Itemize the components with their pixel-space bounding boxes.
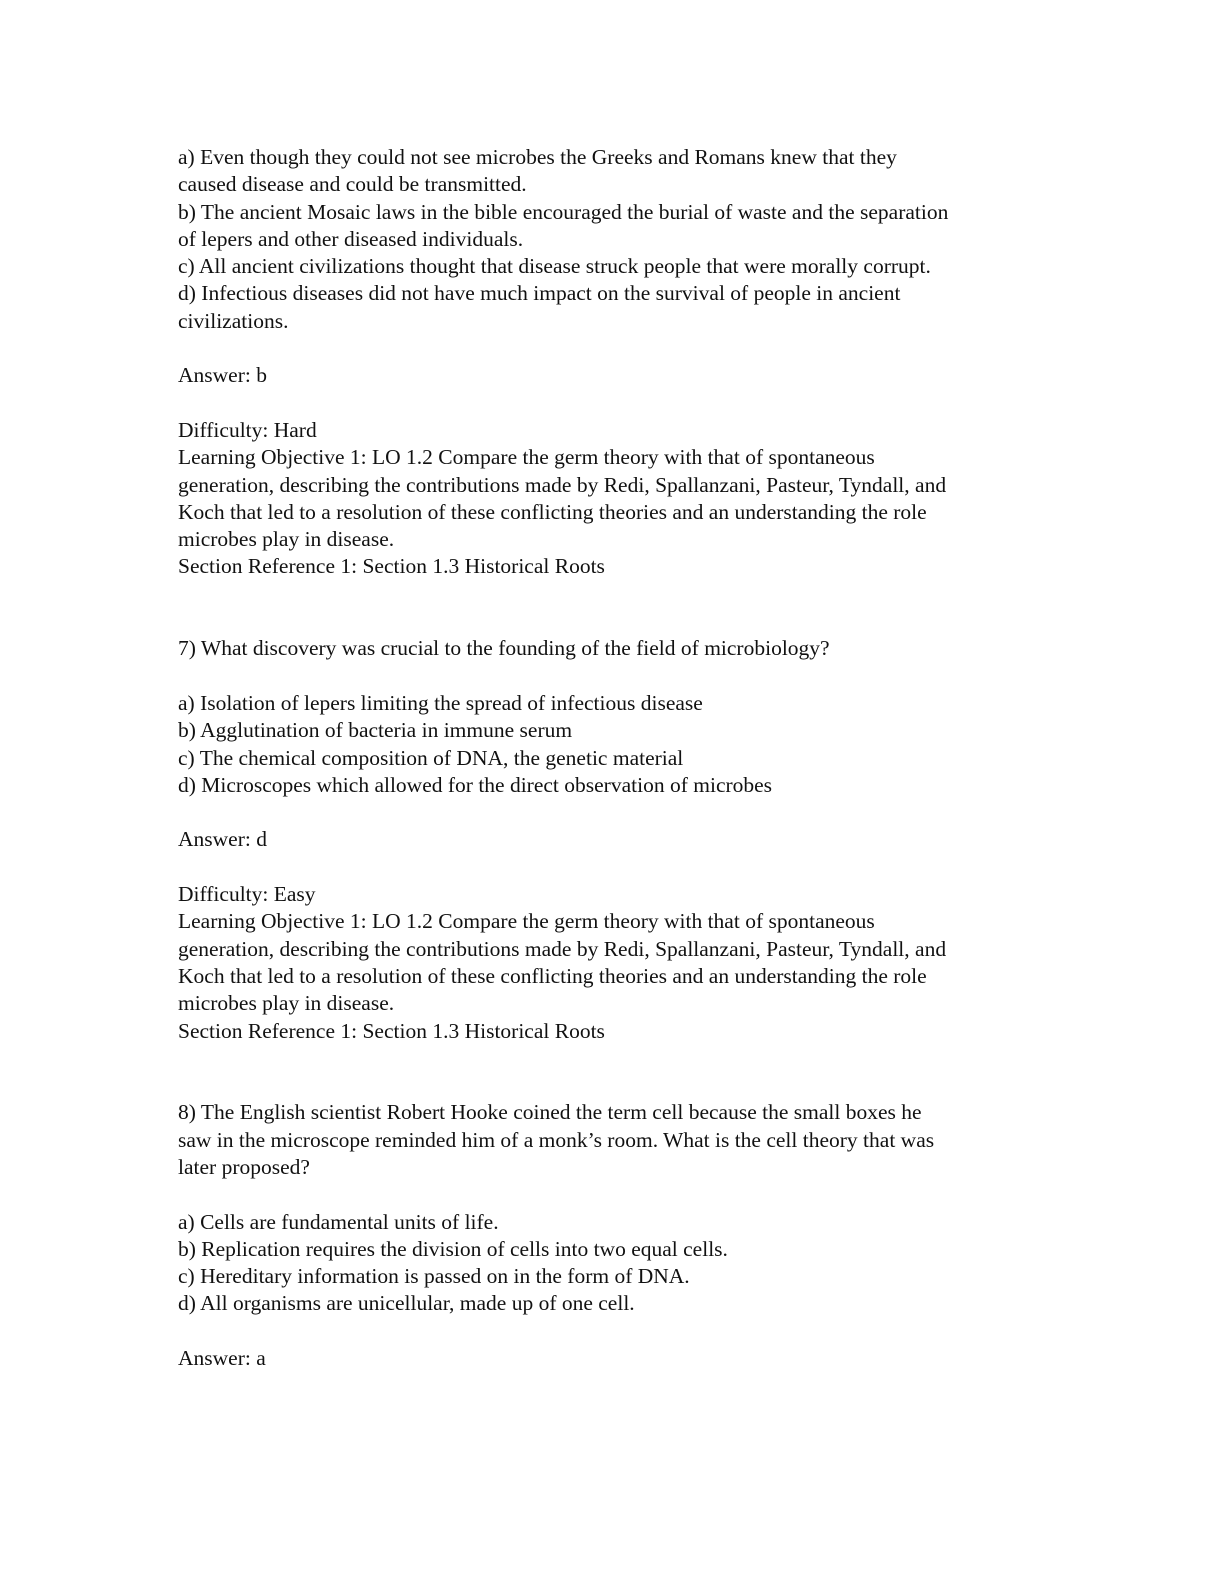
question-8-answer: Answer: a [178, 1346, 266, 1371]
question-7-answer: Answer: d [178, 827, 267, 852]
option-d: d) All organisms are unicellular, made up of one cell. [178, 1291, 635, 1316]
learning-objective-line: Learning Objective 1: LO 1.2 Compare the germ theory with that of spontaneous [178, 445, 875, 470]
question-7-learning-objective [178, 908, 1058, 1017]
question-8-options [178, 1209, 1058, 1318]
question-7-options [178, 690, 1058, 799]
question-line: 8) The English scientist Robert Hooke coined the term cell because the small boxes he [178, 1100, 922, 1125]
learning-objective-line: generation, describing the contributions made by Redi, Spallanzani, Pasteur, Tyndall, and [178, 936, 947, 961]
option-d-line-2: civilizations. [178, 308, 289, 333]
option-c: c) Hereditary information is passed on in the form of DNA. [178, 1264, 690, 1289]
learning-objective-line: generation, describing the contributions made by Redi, Spallanzani, Pasteur, Tyndall, and [178, 472, 947, 497]
option-a: a) Cells are fundamental units of life. [178, 1209, 499, 1234]
option-a: a) Isolation of lepers limiting the spread of infectious disease [178, 690, 703, 715]
question-line: later proposed? [178, 1154, 310, 1179]
option-d-line-1: d) Infectious diseases did not have much impact on the survival of people in ancient [178, 281, 901, 306]
question-7-difficulty: Difficulty: Easy [178, 882, 316, 907]
learning-objective-line: Koch that led to a resolution of these conflicting theories and an understanding the role [178, 963, 927, 988]
question-8-text [178, 1099, 1058, 1181]
option-b: b) Agglutination of bacteria in immune serum [178, 718, 573, 743]
option-d: d) Microscopes which allowed for the direct observation of microbes [178, 772, 773, 797]
question-7-text: 7) What discovery was crucial to the founding of the field of microbiology? [178, 636, 830, 661]
option-a-line-1: a) Even though they could not see microbes the Greeks and Romans knew that they [178, 145, 897, 169]
question-6-options [178, 144, 1058, 335]
question-6-section-reference: Section Reference 1: Section 1.3 Historical Roots [178, 554, 605, 579]
question-7-section-reference: Section Reference 1: Section 1.3 Historical Roots [178, 1018, 605, 1043]
option-c-line-1: c) All ancient civilizations thought that disease struck people that were morally corrupt. [178, 254, 931, 279]
question-line: saw in the microscope reminded him of a monk’s room. What is the cell theory that was [178, 1127, 935, 1152]
option-b-line-2: of lepers and other diseased individuals. [178, 226, 524, 251]
learning-objective-line: Koch that led to a resolution of these conflicting theories and an understanding the role [178, 499, 927, 524]
option-b: b) Replication requires the division of cells into two equal cells. [178, 1236, 728, 1261]
document-page [178, 144, 1058, 1372]
option-b-line-1: b) The ancient Mosaic laws in the bible encouraged the burial of waste and the separation [178, 199, 949, 224]
option-c: c) The chemical composition of DNA, the genetic material [178, 745, 684, 770]
question-6-learning-objective [178, 444, 1058, 553]
question-6-answer: Answer: b [178, 363, 267, 388]
learning-objective-line: Learning Objective 1: LO 1.2 Compare the germ theory with that of spontaneous [178, 909, 875, 934]
learning-objective-line: microbes play in disease. [178, 527, 395, 552]
option-a-line-2: caused disease and could be transmitted. [178, 172, 527, 197]
question-6-difficulty: Difficulty: Hard [178, 417, 317, 442]
learning-objective-line: microbes play in disease. [178, 991, 395, 1016]
